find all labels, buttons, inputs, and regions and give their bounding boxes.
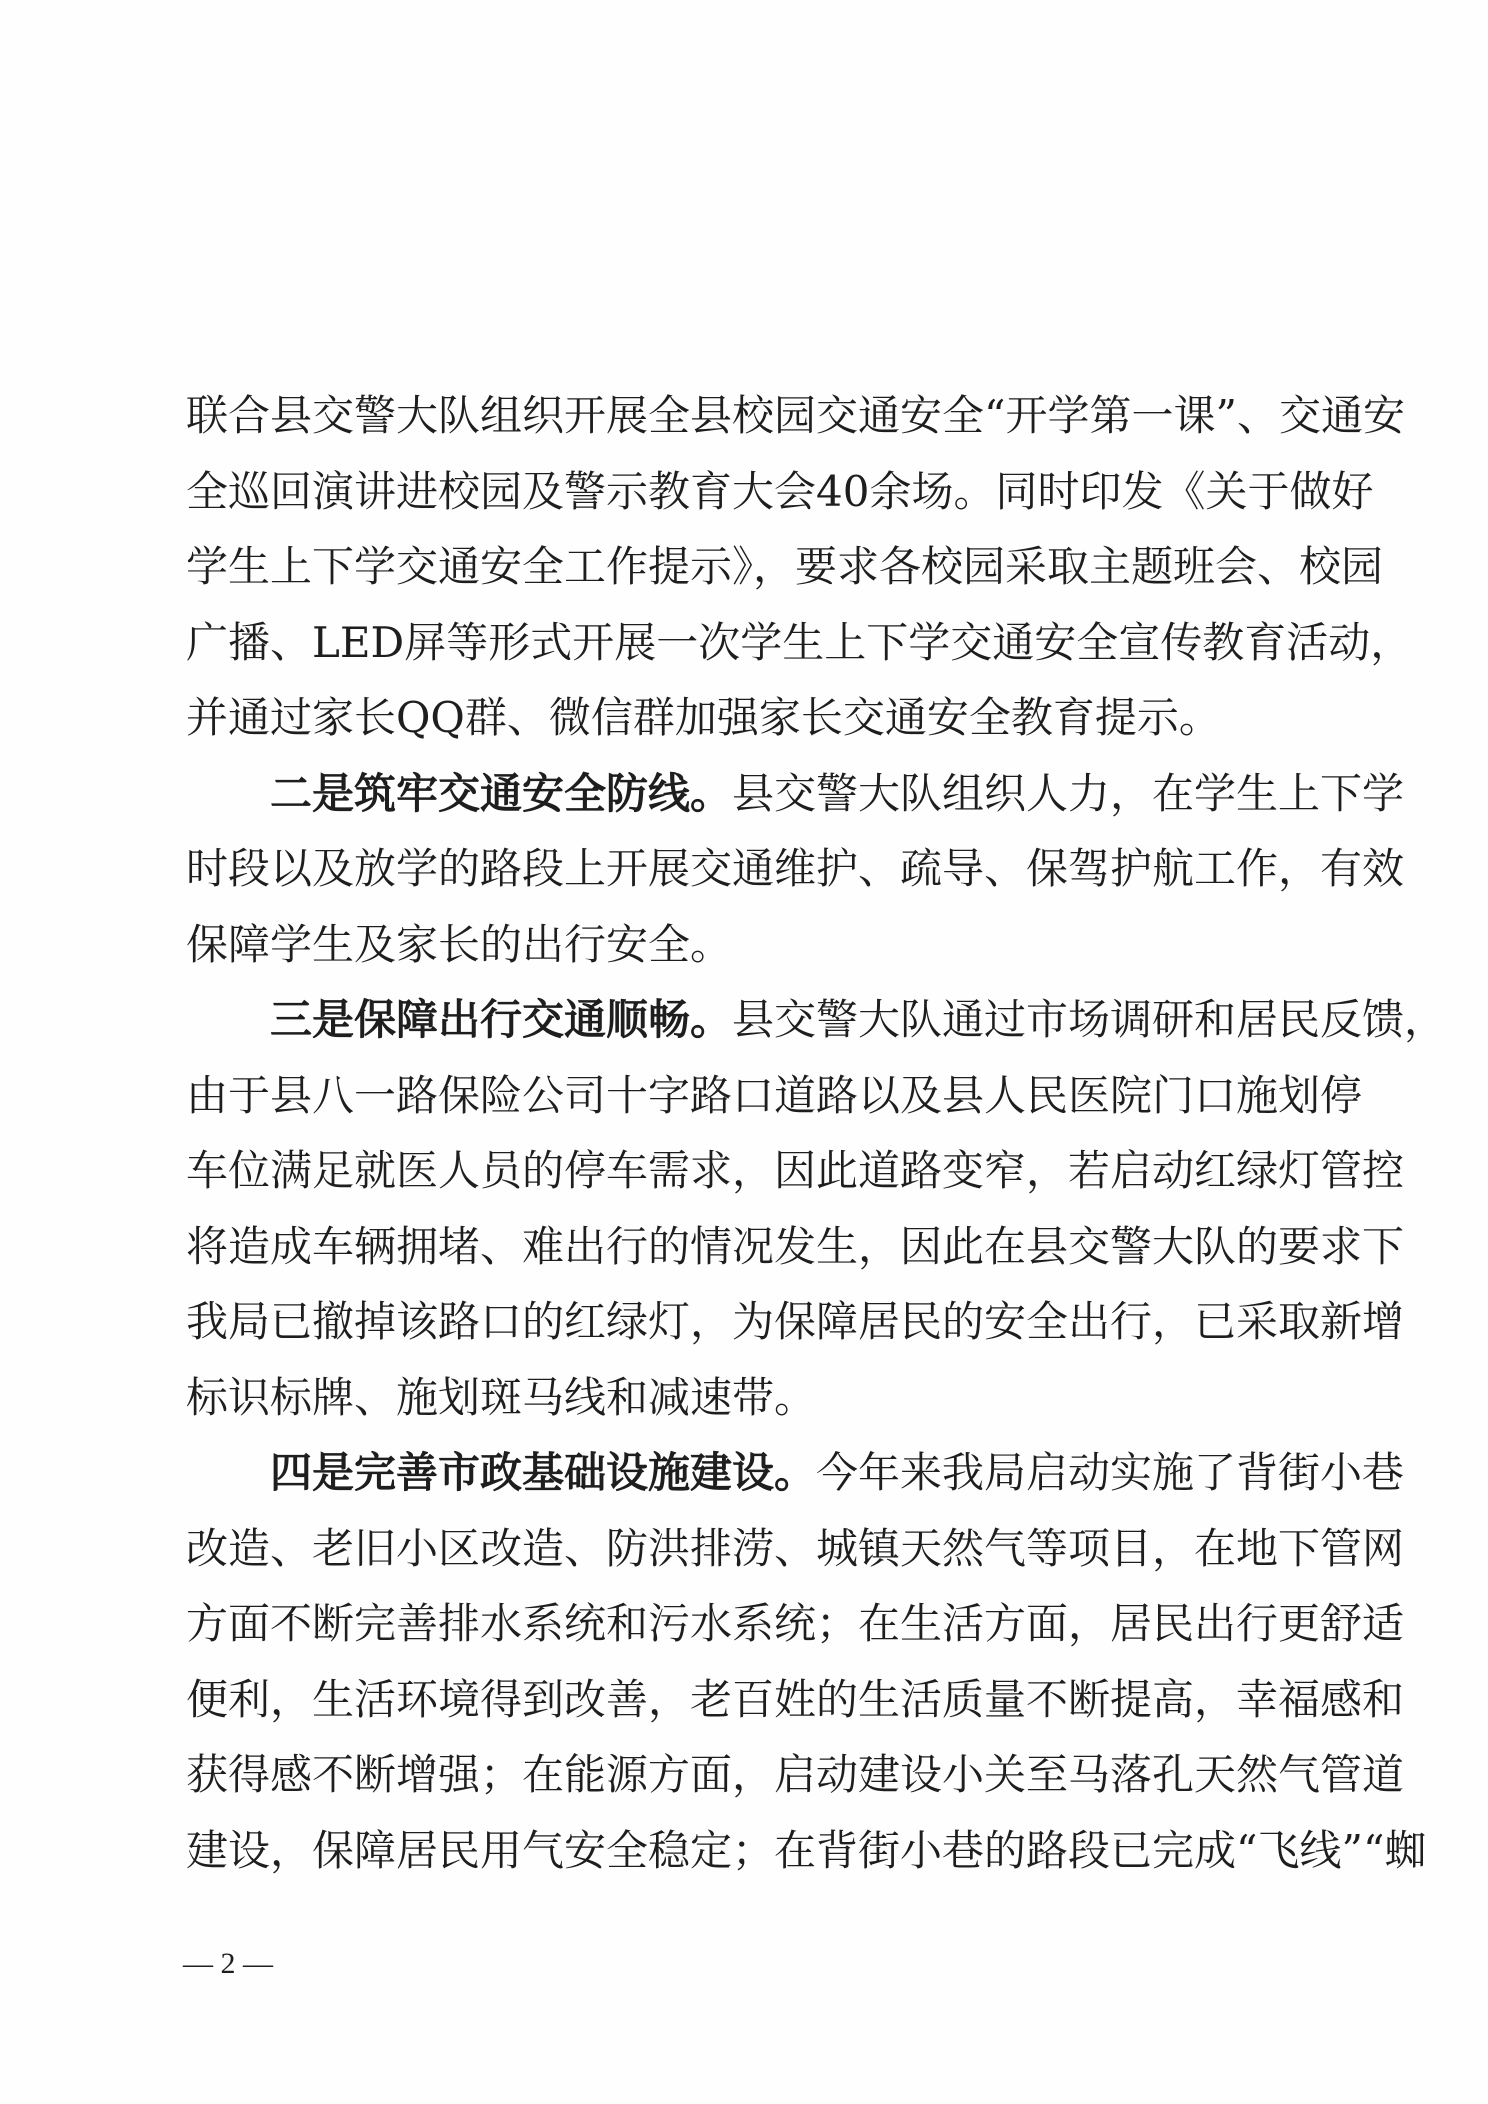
text-line: 并通过家长QQ群、微信群加强家长交通安全教育提示。 (186, 693, 1221, 742)
text-line: 由于县八一路保险公司十字路口道路以及县人民医院门口施划停 (186, 1070, 1363, 1120)
text-line: 全巡回演讲进校园及警示教育大会40余场。同时印发《关于做好 (186, 466, 1374, 516)
text-line: 方面不断完善排水系统和污水系统；在生活方面，居民出行更舒适 (186, 1599, 1405, 1648)
text-line: 广播、LED屏等形式开展一次学生上下学交通安全宣传教育活动， (186, 617, 1413, 667)
paragraph-heading: 二是筑牢交通安全防线。 (270, 768, 733, 818)
paragraph-heading-line: 三是保障出行交通顺畅。县交警大队通过市场调研和居民反馈， (270, 995, 1447, 1044)
text-line: 获得感不断增强；在能源方面，启动建设小关至马落孔天然气管道 (186, 1750, 1405, 1799)
paragraph-heading-line: 四是完善市政基础设施建设。今年来我局启动实施了背街小巷 (270, 1448, 1405, 1497)
paragraph-heading-line: 二是筑牢交通安全防线。县交警大队组织人力，在学生上下学 (270, 768, 1405, 818)
text-line: 我局已撤掉该路口的红绿灯，为保障居民的安全出行，已采取新增 (186, 1297, 1405, 1346)
text-line: 建设，保障居民用气安全稳定；在背街小巷的路段已完成“飞线”“蜘 (186, 1825, 1427, 1875)
text-line: 改造、老旧小区改造、防洪排涝、城镇天然气等项目，在地下管网 (186, 1523, 1405, 1573)
text-line: 标识标牌、施划斑马线和减速带。 (186, 1372, 817, 1422)
text-line: 学生上下学交通安全工作提示》，要求各校园采取主题班会、校园 (186, 542, 1384, 591)
text-line: 时段以及放学的路段上开展交通维护、疏导、保驾护航工作，有效 (186, 844, 1405, 893)
text-line: 便利，生活环境得到改善，老百姓的生活质量不断提高，幸福感和 (186, 1674, 1405, 1724)
text-line: 联合县交警大队组织开展全县校园交通安全“开学第一课”、交通安 (186, 391, 1405, 440)
text-line: 将造成车辆拥堵、难出行的情况发生，因此在县交警大队的要求下 (186, 1221, 1405, 1271)
paragraph-heading: 三是保障出行交通顺畅。 (270, 995, 733, 1044)
paragraph-heading: 四是完善市政基础设施建设。 (270, 1448, 817, 1497)
text-line: 车位满足就医人员的停车需求，因此道路变窄，若启动红绿灯管控 (186, 1146, 1405, 1195)
body-text (186, 378, 1447, 1888)
page-number: — 2 — (183, 1947, 273, 1980)
text-line: 保障学生及家长的出行安全。 (186, 919, 733, 969)
